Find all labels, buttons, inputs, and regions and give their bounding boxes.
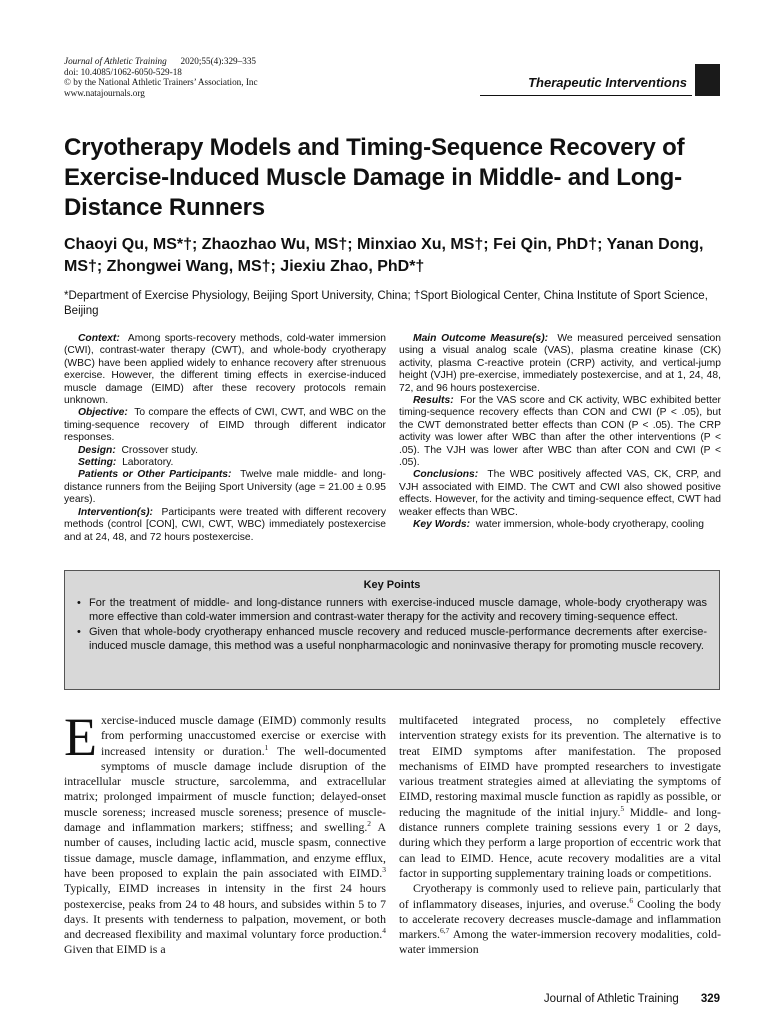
abstract-results: [399, 395, 721, 469]
abstract-patients-text: Twelve male middle- and long-distance runners from the Beijing Sport University (age = 21.00 ± 0.95 years).: [64, 469, 386, 506]
copyright: © by the National Athletic Trainers’ Association, Inc: [64, 77, 258, 87]
abstract-outcome: [399, 333, 721, 395]
abstract-context: [64, 333, 386, 407]
abstract-keywords: [399, 519, 721, 531]
body-text: Given that EIMD is a: [64, 942, 166, 957]
reference-citation[interactable]: 6,7: [439, 926, 450, 936]
reference-citation[interactable]: 1: [264, 742, 269, 752]
body-left-column: [64, 707, 386, 958]
body-text: xercise-induced muscle damage (EIMD) commonly results from performing unaccustomed exercise or exercise with increased intensity or duration.: [101, 713, 386, 758]
abstract-results-text: For the VAS score and CK activity, WBC exhibited better timing-sequence recovery effects than CON and CWI (P < .05), but the CWT demonstrated better effects than CON (P < .05). The CRP activity was lower after WBC than after the other interventions (P < .05). The VJH was lower after WBC than after CON and CWI (P < .05).: [399, 395, 721, 469]
section-tag: Therapeutic Interventions: [480, 72, 692, 96]
key-points-title: Key Points: [363, 579, 421, 591]
body-text: Typically, EIMD increases in intensity in the first 24 hours postexercise, peaks from 24 to 48 hours, and subsides within 5 to 7 days. It presents with tenderness to palpation, movement, or both and decreased flexibility and maximal voluntary force production.: [64, 881, 386, 942]
body-text: multifaceted integrated process, no completely effective intervention strategy exists for its prevention. The alternative is to treat EIMD symptoms after manifestation. The proposed mechanisms of EIMD have prompted researchers to investigate various treatment strategies aimed at alleviating the symptoms of EIMD, restoring maximal muscle function as rapidly as possible, or reducing the magnitude of the initial injury.: [399, 713, 721, 819]
body-text: A number of causes, including lactic acid, muscle spasm, connective tissue damage, muscle damage, inflammation, and enzyme efflux, have been proposed to explain the pain associated with EIMD.: [64, 820, 386, 880]
abstract-keywords-text: water immersion, whole-body cryotherapy, cooling: [475, 519, 704, 531]
body-text: The well-documented symptoms of muscle damage include disruption of the intracellular muscle structure, sarcolemma, and extracellular matrix; prolonged impairment of muscle function; delayed-onset muscle soreness; increased muscle soreness; presence of muscle-damage and inflammation markers; stiffness; and swelling.: [64, 743, 386, 835]
abstract-intervention: [64, 507, 386, 544]
footer-journal-name: Journal of Athletic Training: [543, 993, 679, 1005]
body-right-column: [399, 713, 721, 958]
reference-citation[interactable]: 3: [382, 865, 386, 875]
body-paragraph: [399, 881, 721, 957]
journal-name: Journal of Athletic Training: [64, 56, 167, 66]
abstract-results-label: Results:: [413, 395, 454, 407]
abstract-intervention-label: Intervention(s):: [78, 506, 153, 518]
page-footer: [544, 993, 720, 1005]
reference-citation[interactable]: 5: [620, 803, 625, 813]
key-points-box: [64, 570, 720, 690]
abstract-conclusions-text: The WBC positively affected VAS, CK, CRP, and VJH associated with EIMD. The CWT and CWI also showed positive effects. However, for the activity and timing-sequence effect, CWT had weaker effects than WBC.: [399, 469, 721, 518]
key-points-list: [77, 596, 707, 654]
body-text: Middle- and long-distance runners complete training sessions every 1 or 2 days, during which they perform a large proportion of eccentric work that can lead to EIMD. Hence, acute recovery modalities are a vital factor in supporting supplementary training loads or competitions.: [399, 804, 721, 880]
article-title: Cryotherapy Models and Timing-Sequence Recovery of Exercise-Induced Muscle Damage in Middle- and Long-Distance Runners: [64, 134, 685, 221]
body-text: Cryotherapy is commonly used to relieve pain, particularly that of inflammatory diseases, injuries, and overuse.: [399, 881, 721, 911]
abstract-objective-text: To compare the effects of CWI, CWT, and WBC on the timing-sequence recovery of EIMD through different indicator responses.: [64, 407, 386, 444]
key-point-item: • For the treatment of middle- and long-distance runners with exercise-induced muscle damage, whole-body cryotherapy was more effective than cold-water immersion and contrast-water therapy for the activity and recovery timing-sequence effect.: [77, 596, 707, 625]
section-bar: [695, 64, 720, 96]
abstract-context-text: Among sports-recovery methods, cold-water immersion (CWI), contrast-water therapy (CWT), and whole-body cryotherapy (WBC) have been applied widely to enhance recovery after strenuous exercise. However, the different timing effects in exercise-induced muscle damage (EIMD) after these recovery protocols remain unknown.: [64, 333, 386, 407]
journal-line: [64, 56, 424, 67]
abstract-objective: [64, 407, 386, 444]
body-text: Among the water-immersion recovery modalities, cold-water immersion: [399, 927, 721, 957]
page-number: 329: [700, 993, 720, 1005]
abstract-outcome-text: We measured perceived sensation using a visual analog scale (VAS), plasma creatine kinase (CK) activity, plasma C-reactive protein (CRP) activity, and vertical-jump height (VJH) pre-exercise, immediately postexercise, and at 1, 24, 48, 72, and 96 hours postexercise.: [399, 333, 721, 394]
reference-citation[interactable]: 2: [367, 819, 372, 829]
abstract-setting-text: Laboratory.: [122, 457, 174, 469]
abstract-objective-label: Objective:: [78, 407, 128, 419]
author-list: Chaoyi Qu, MS*†; Zhaozhao Wu, MS†; Minxiao Xu, MS†; Fei Qin, PhD†; Yanan Dong, MS†; Zhongwei Wang, MS†; Jiexiu Zhao, PhD*†: [64, 236, 704, 275]
abstract-keywords-label: Key Words:: [413, 519, 471, 531]
abstract-intervention-text: Participants were treated with different recovery methods (control [CON], CWI, CWT, WBC) immediately postexercise and at 24, 48, and 72 hours postexercise.: [64, 506, 386, 543]
abstract-setting: [64, 457, 386, 469]
abstract-patients: [64, 469, 386, 506]
body-paragraph: [399, 713, 721, 881]
reference-citation[interactable]: 6: [629, 895, 634, 905]
reference-citation[interactable]: 4: [382, 926, 386, 936]
website: www.natajournals.org: [64, 87, 145, 98]
affiliation: *Department of Exercise Physiology, Beijing Sport University, China; †Sport Biological Center, China Institute of Sport Science, Beijing: [64, 290, 708, 317]
abstract-outcome-label: Main Outcome Measure(s):: [413, 333, 549, 344]
abstract-right-column: [399, 333, 721, 532]
body-paragraph: [64, 707, 386, 958]
abstract-design-label: Design:: [78, 444, 116, 456]
abstract-conclusions-label: Conclusions:: [413, 469, 479, 481]
abstract-design: [64, 445, 386, 457]
abstract-context-label: Context:: [78, 333, 120, 344]
drop-cap: E: [64, 707, 97, 767]
journal-issue: 2020;55(4):329–335: [180, 56, 257, 66]
abstract-design-text: Crossover study.: [121, 444, 198, 456]
abstract-patients-label: Patients or Other Participants:: [78, 469, 232, 481]
body-text: Cooling the body to accelerate recovery decreases muscle-damage and inflammation markers.: [399, 896, 721, 942]
journal-citation: [64, 56, 424, 98]
key-point-item: • Given that whole-body cryotherapy enhanced muscle recovery and reduced muscle-performance decrements after exercise-induced muscle damage, this method was a useful nonpharmacologic and noninvasive therapy for promoting muscle recovery.: [77, 625, 707, 654]
abstract-left-column: [64, 333, 386, 544]
abstract-setting-label: Setting:: [78, 457, 117, 469]
doi: doi: 10.4085/1062-6050-529-18: [64, 66, 182, 77]
abstract-conclusions: [399, 469, 721, 519]
